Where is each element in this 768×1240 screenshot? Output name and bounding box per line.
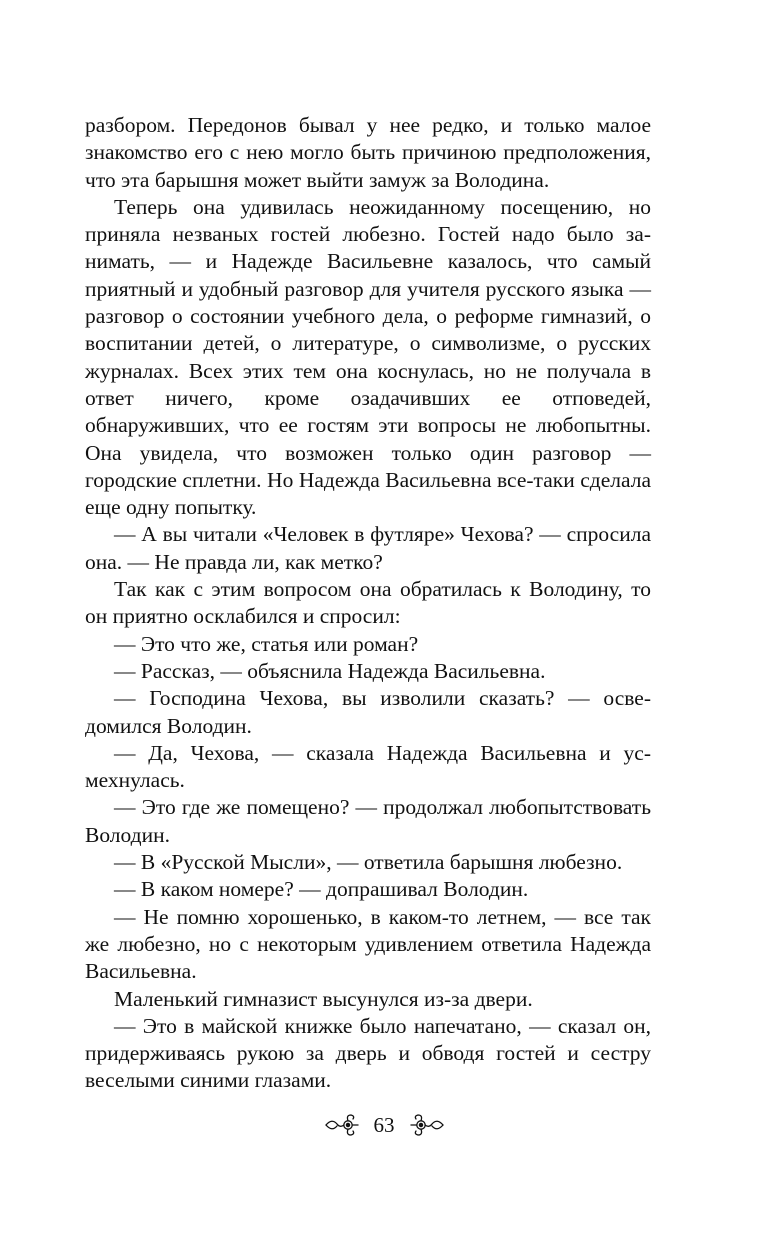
page-number: 63 [373, 1112, 395, 1137]
flourish-ornament-icon [324, 1112, 360, 1138]
paragraph: Маленький гимназист высунулся из-за двери. [114, 986, 533, 1011]
paragraph: — Это что же, статья или роман? [114, 631, 419, 656]
body-text [85, 112, 651, 1095]
paragraph: разбором. Передонов бывал у нее редко, и только малое знакомство его с нею могло быть причиною предположения, что эта барышня может выйти замуж за Володина. [85, 113, 651, 192]
paragraph: — В каком номере? — допрашивал Володин. [114, 877, 529, 902]
paragraph: — Это в майской книжке было напечатано, — сказал он, придерживаясь рукою за дверь и обводя гостей и сестру веселыми синими глазами. [85, 1013, 651, 1093]
paragraph: — Господина Чехова, вы изволили сказать? — осведомился Володин. [85, 686, 651, 738]
paragraph: — Да, Чехова, — сказала Надежда Васильевна и усмехнулась. [85, 740, 651, 793]
paragraph: — Не помню хорошенько, в каком-то летнем, — все так же любезно, но с некоторым удивлением ответила Надежда Васильевна. [85, 904, 651, 984]
paragraph: — Это где же помещено? — продолжал любопытствовать Володин. [85, 795, 651, 847]
paragraph: — Рассказ, — объяснила Надежда Васильевна. [114, 658, 546, 683]
page-footer [0, 1108, 768, 1142]
paragraph: — В «Русской Мысли», — ответила барышня любезно. [114, 850, 623, 875]
flourish-ornament-icon [409, 1112, 445, 1138]
paragraph: — А вы читали «Человек в футляре» Чехова? — спросила она. — Не правда ли, как метко? [85, 522, 651, 574]
paragraph: Теперь она удивилась неожиданному посещению, но приняла незваных гостей любезно. Гостей надо было занимать, — и Надежде Васильевне казалось, что самый приятный и удобный разговор для учителя русского языка — разговор о состоянии учебного дела, о реформе гимназий, о воспитании детей, о литературе, о символизме, о русских журналах. Всех этих тем она коснулась, но не получала в ответ ничего, кроме озадачивших ее отповедей, обнаруживших, что ее гостям эти вопросы не любопытны. Она увидела, что возможен только один разговор — городские сплетни. Но Надежда Васильевна все-таки сделала еще одну попытку. [85, 194, 651, 520]
paragraph: Так как с этим вопросом она обратилась к Володину, то он приятно осклабился и спросил: [85, 577, 651, 629]
